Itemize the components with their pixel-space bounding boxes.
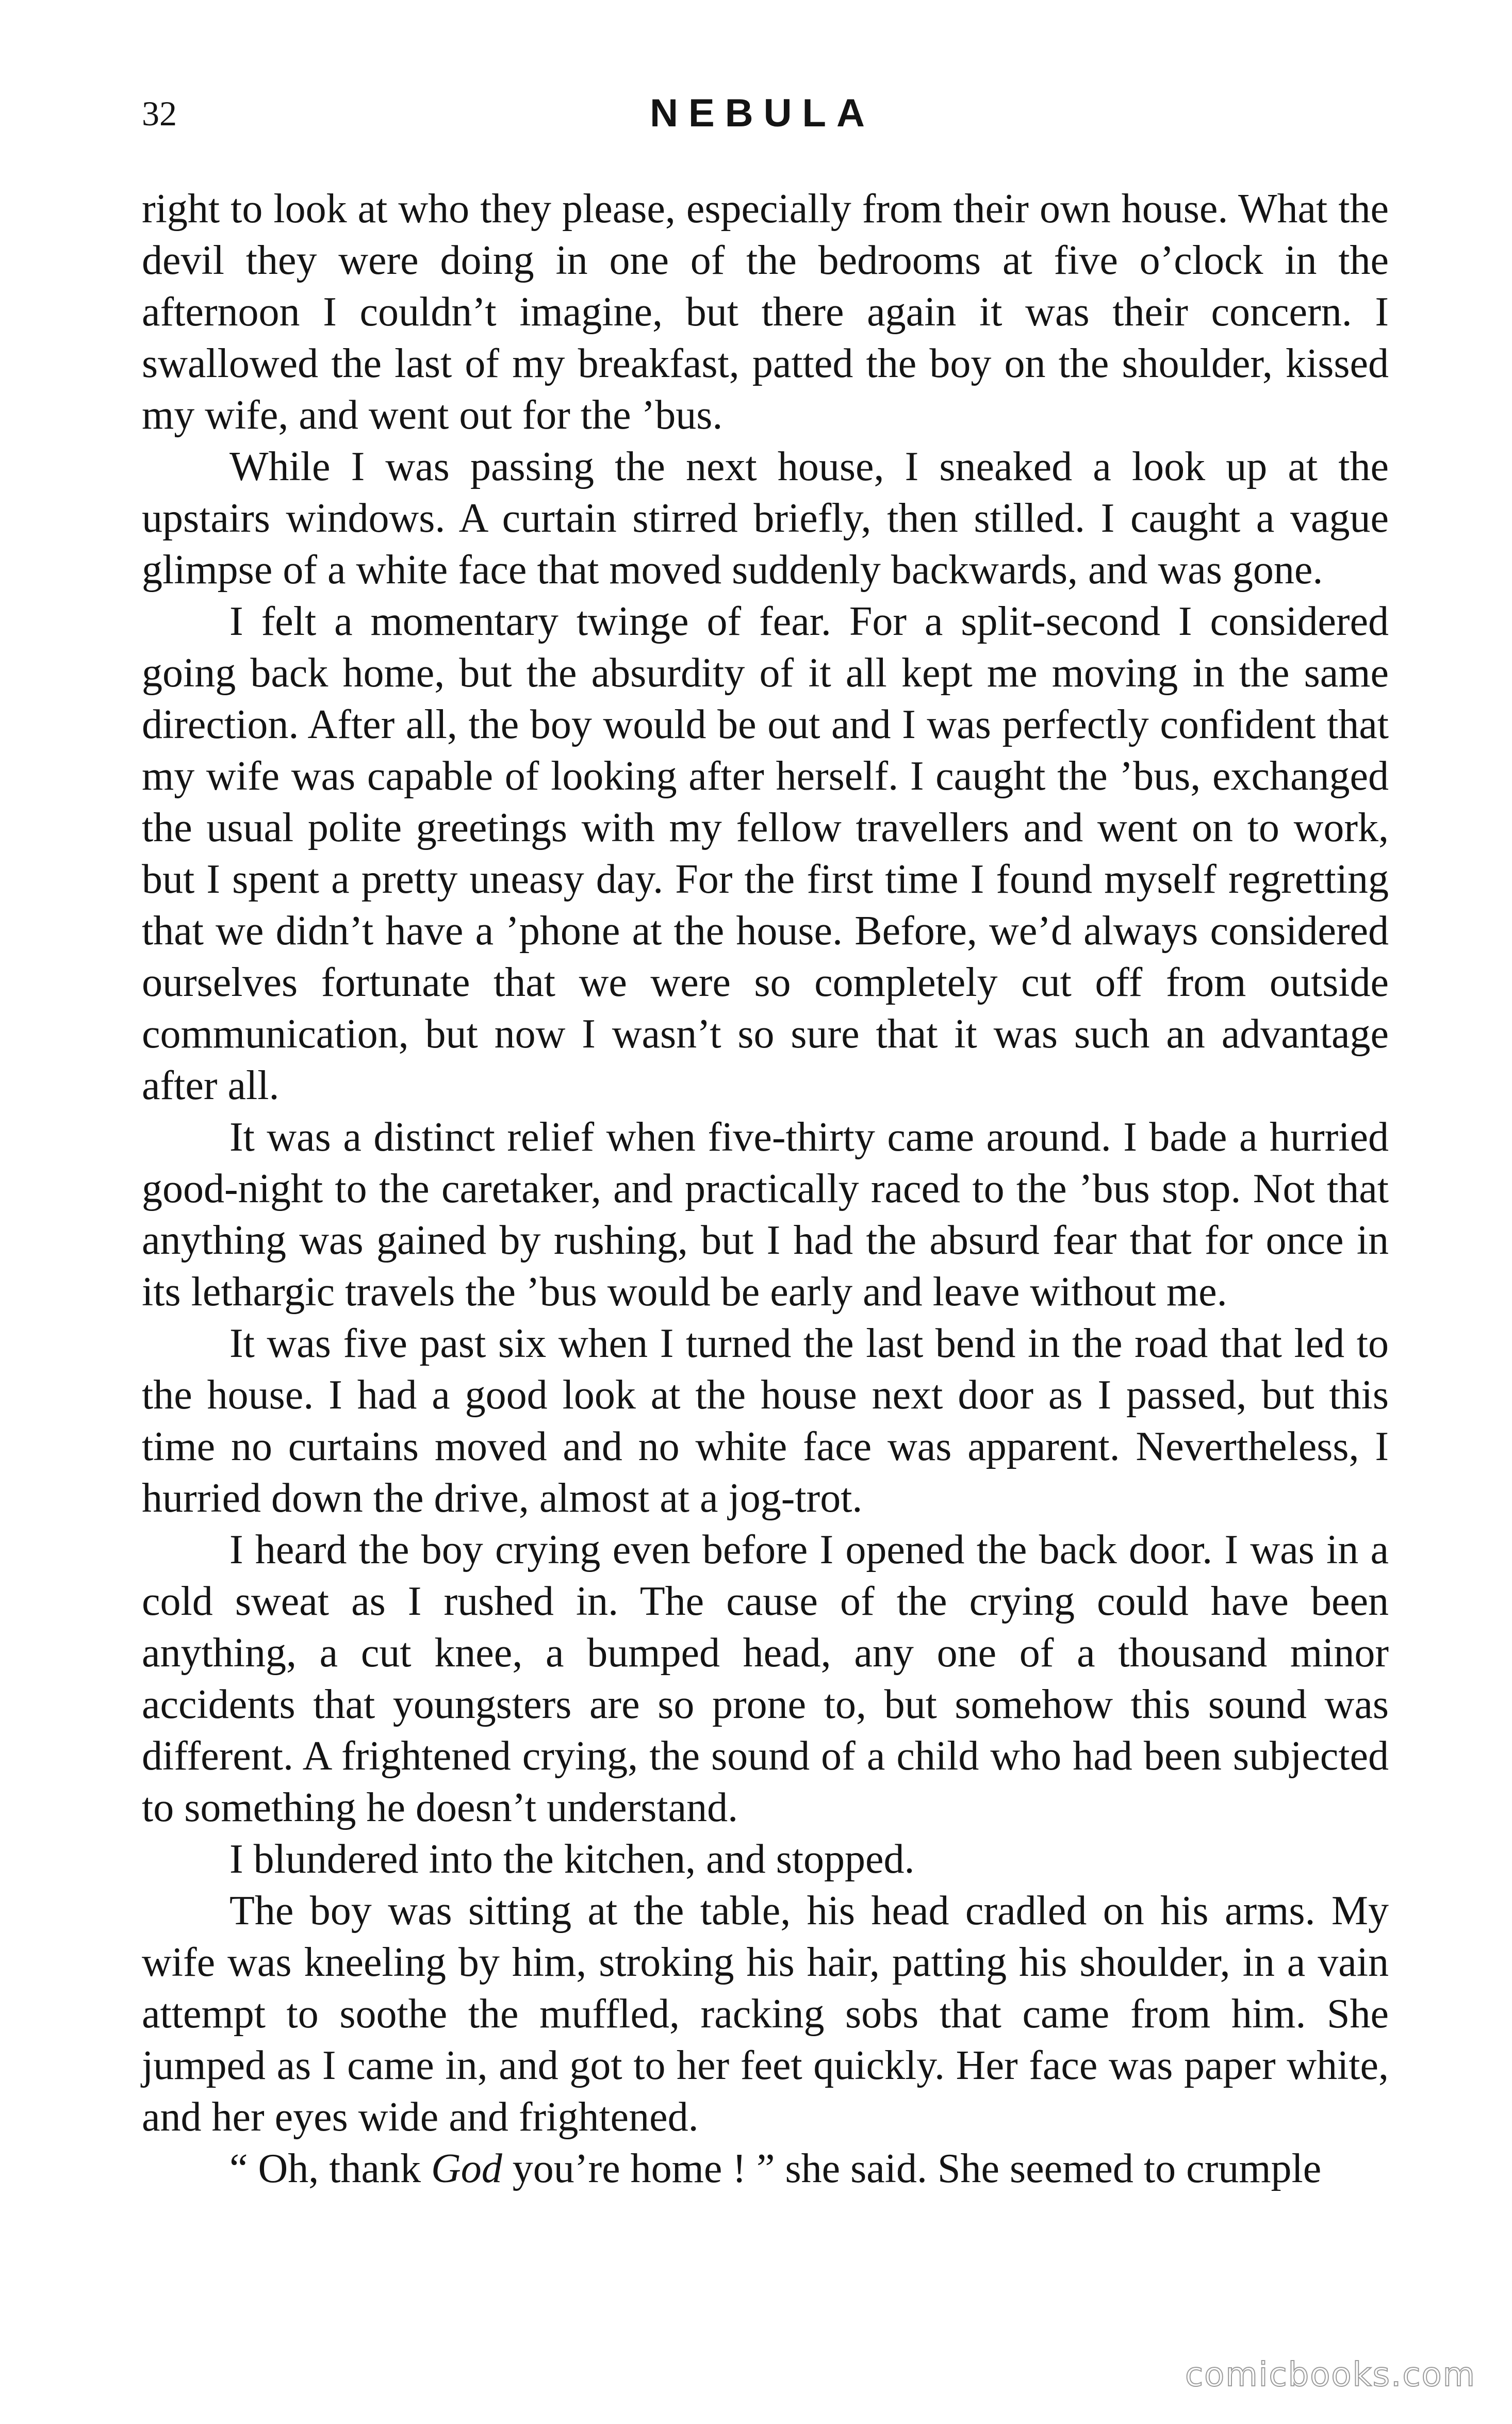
paragraph: I felt a momentary twinge of fear. For a split-second I considered going back home, but the absurdity of it all kept me moving in the same direction. After all, the boy would be out and I was perfectly confident that my wife was capable of looking after herself. I caught the ’bus, exchanged the usual polite greetings with my fellow travellers and went on to work, but I spent a pretty uneasy day. For the first time I found myself regretting that we didn’t have a ’phone at the house. Before, we’d always considered ourselves fortunate that we were so completely cut off from outside communication, but now I wasn’t so sure that it was such an advantage after all. (142, 599, 1389, 1108)
quote-end: you’re home ! ” she said. She seemed to crumple (502, 2146, 1322, 2191)
emphasis-god: God (431, 2146, 502, 2191)
paragraph: It was five past six when I turned the last bend in the road that led to the house. I had a good look at the house next door as I passed, but this time no curtains moved and no white face was apparent. Nevertheless, I hurried down the drive, almost at a jog-trot. (142, 1321, 1389, 1521)
quote-start: “ Oh, thank (229, 2146, 432, 2191)
page-number: 32 (142, 94, 177, 133)
paragraph: I heard the boy crying even before I opened the back door. I was in a cold sweat as I rushed in. The cause of the crying could have been anything, a cut knee, a bumped head, any one of a thousand minor accidents that youngsters are so prone to, but somehow this sound was different. A frightened crying, the sound of a child who had been subjected to something he doesn’t understand. (142, 1527, 1389, 1830)
watermark: comicbooks.com (1185, 2356, 1476, 2394)
paragraph: right to look at who they please, especially from their own house. What the devil they were doing in one of the bedrooms at five o’clock in the afternoon I couldn’t imagine, but there again it was their concern. I swallowed the last of my breakfast, patted the boy on the shoulder, kissed my wife, and went out for the ’bus. (142, 186, 1389, 438)
paragraph: The boy was sitting at the table, his head cradled on his arms. My wife was kneeling by him, stroking his hair, patting his shoulder, in a vain attempt to soothe the muffled, racking sobs that came from him. She jumped as I came in, and got to her feet quickly. Her face was paper white, and her eyes wide and frightened. (142, 1888, 1389, 2140)
body-text (142, 183, 1389, 2194)
paragraph-last (142, 2143, 1389, 2194)
paragraph: I blundered into the kitchen, and stopped. (229, 1837, 915, 1882)
running-title: NEBULA (650, 91, 875, 135)
running-head (142, 85, 1383, 142)
paragraph: It was a distinct relief when five-thirty came around. I bade a hurried good-night to the caretaker, and practically raced to the ’bus stop. Not that anything was gained by rushing, but I had the absurd fear that for once in its lethargic travels the ’bus would be early and leave without me. (142, 1115, 1389, 1315)
paragraph: While I was passing the next house, I sneaked a look up at the upstairs windows. A curtain stirred briefly, then stilled. I caught a vague glimpse of a white face that moved suddenly backwards, and was gone. (142, 444, 1389, 593)
